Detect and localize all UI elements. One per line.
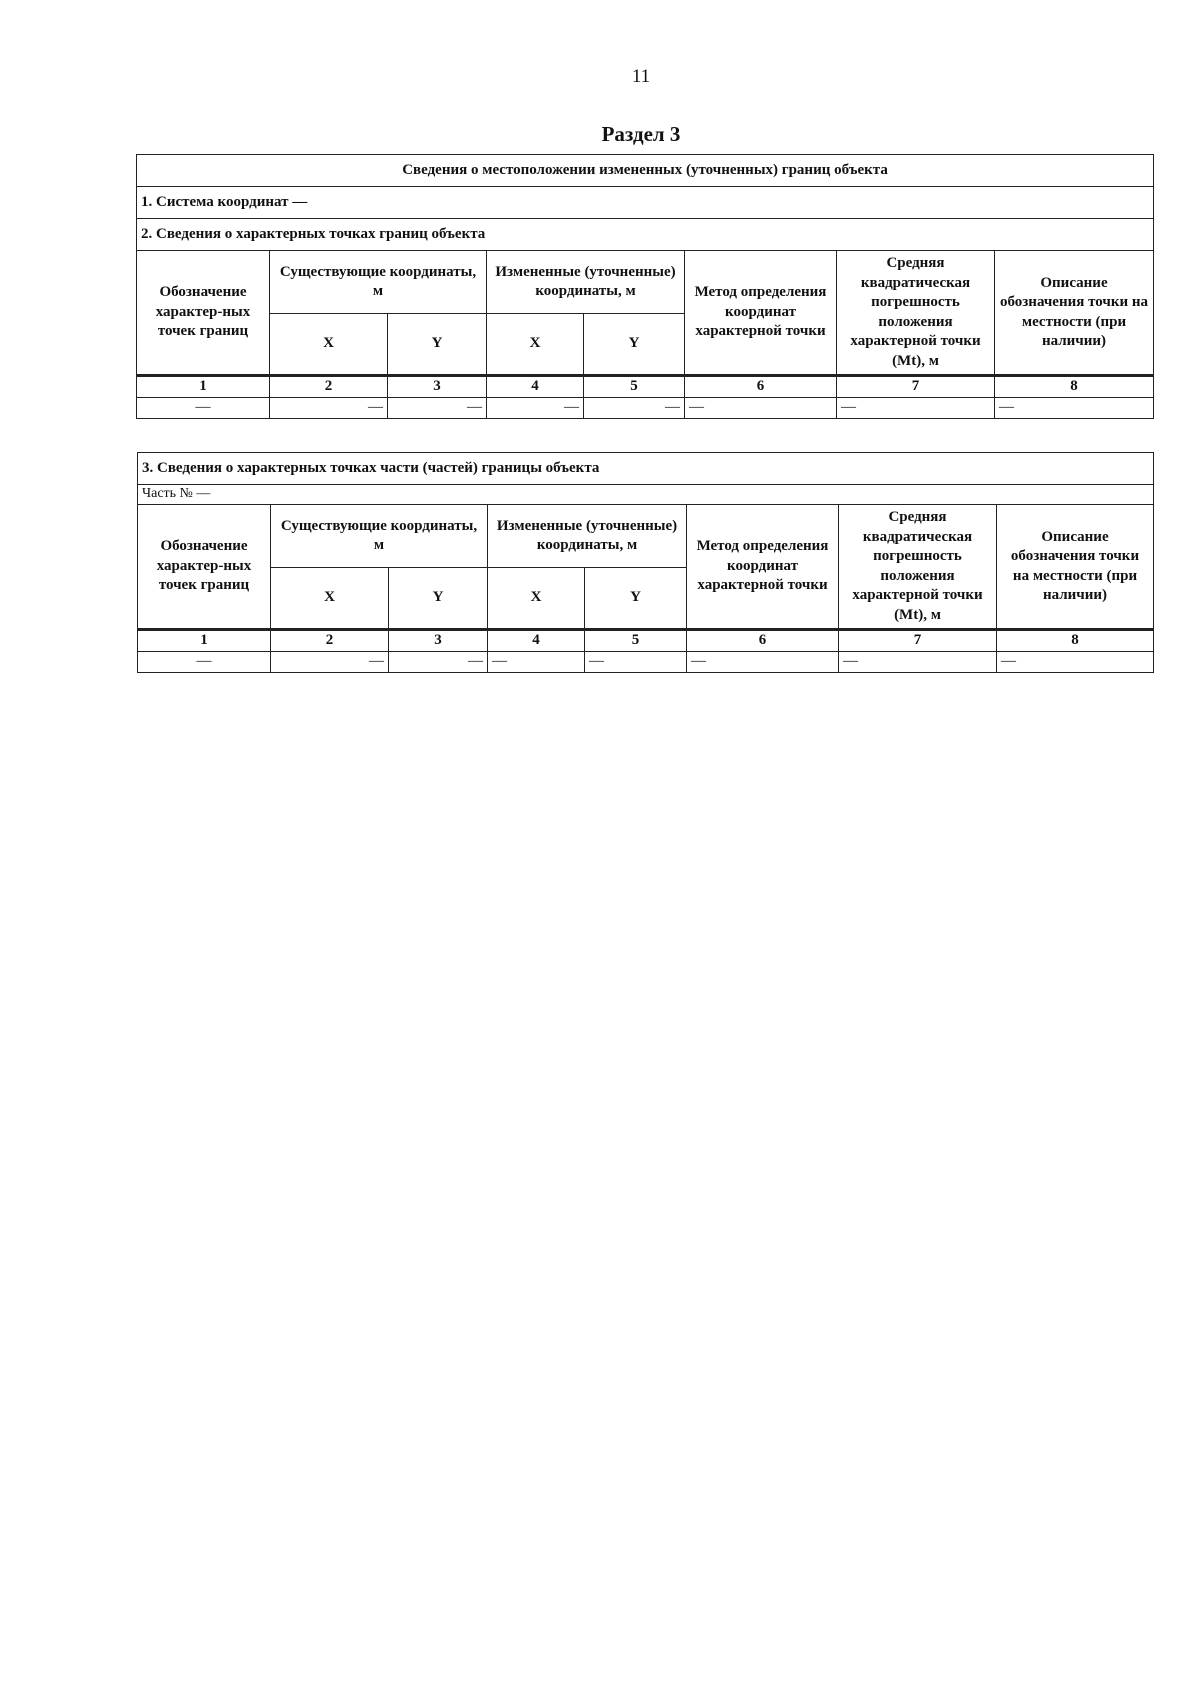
header-point-designation: Обозначение характер-ных точек границ (137, 251, 270, 376)
column-number: 8 (995, 376, 1154, 398)
header-method: Метод определения координат характерной точки (685, 251, 837, 376)
header-changed-y: Y (585, 568, 687, 630)
table-cell: — (995, 397, 1154, 418)
column-number: 8 (997, 630, 1154, 652)
table-cell: — (839, 651, 997, 672)
column-numbers-row (137, 376, 1154, 398)
column-number: 6 (685, 376, 837, 398)
table-cell: — (488, 651, 585, 672)
column-number: 7 (837, 376, 995, 398)
header-description: Описание обозначения точки на местности (при наличии) (995, 251, 1154, 376)
table-title: Сведения о местоположении измененных (уточненных) границ объекта (137, 155, 1154, 187)
column-numbers-row (138, 630, 1154, 652)
header-point-designation: Обозначение характер-ных точек границ (138, 505, 271, 630)
table-cell: — (585, 651, 687, 672)
header-changed-coordinates: Измененные (уточненные) координаты, м (487, 251, 685, 314)
table-cell: — (584, 397, 685, 418)
column-number: 6 (687, 630, 839, 652)
column-number: 1 (138, 630, 271, 652)
table-cell: — (487, 397, 584, 418)
header-changed-coordinates: Измененные (уточненные) координаты, м (488, 505, 687, 568)
section-title: Раздел 3 (601, 122, 681, 146)
table-cell: — (388, 397, 487, 418)
table-cell: — (271, 651, 389, 672)
column-number: 4 (488, 630, 585, 652)
header-existing-x: X (271, 568, 389, 630)
table-cell: — (997, 651, 1154, 672)
header-error: Средняя квадратическая погрешность положения характерной точки (Mt), м (839, 505, 997, 630)
coordinate-system: 1. Система координат — (137, 187, 1154, 219)
column-number: 1 (137, 376, 270, 398)
column-number: 3 (388, 376, 487, 398)
column-number: 7 (839, 630, 997, 652)
column-number: 2 (270, 376, 388, 398)
table-cell: — (687, 651, 839, 672)
header-existing-coordinates: Существующие координаты, м (270, 251, 487, 314)
column-number: 5 (584, 376, 685, 398)
header-error: Средняя квадратическая погрешность положения характерной точки (Mt), м (837, 251, 995, 376)
header-changed-x: X (488, 568, 585, 630)
column-number: 5 (585, 630, 687, 652)
part-number: Часть № — (138, 485, 1154, 505)
column-number: 4 (487, 376, 584, 398)
column-number: 3 (389, 630, 488, 652)
table-cell: — (837, 397, 995, 418)
boundary-coordinates-table (136, 154, 1154, 419)
table-cell: — (270, 397, 388, 418)
header-existing-y: Y (389, 568, 488, 630)
table-row (137, 397, 1154, 418)
table-cell: — (685, 397, 837, 418)
table-cell: — (137, 397, 270, 418)
column-number: 2 (271, 630, 389, 652)
page-number: 11 (631, 66, 651, 87)
table-cell: — (389, 651, 488, 672)
header-description: Описание обозначения точки на местности (при наличии) (997, 505, 1154, 630)
table-cell: — (138, 651, 271, 672)
table-subtitle: 3. Сведения о характерных точках части (частей) границы объекта (138, 453, 1154, 485)
header-existing-y: Y (388, 314, 487, 376)
header-changed-y: Y (584, 314, 685, 376)
header-changed-x: X (487, 314, 584, 376)
header-existing-x: X (270, 314, 388, 376)
part-boundary-coordinates-table (137, 452, 1154, 673)
table-subtitle: 2. Сведения о характерных точках границ объекта (137, 219, 1154, 251)
header-method: Метод определения координат характерной точки (687, 505, 839, 630)
header-existing-coordinates: Существующие координаты, м (271, 505, 488, 568)
table-row (138, 651, 1154, 672)
